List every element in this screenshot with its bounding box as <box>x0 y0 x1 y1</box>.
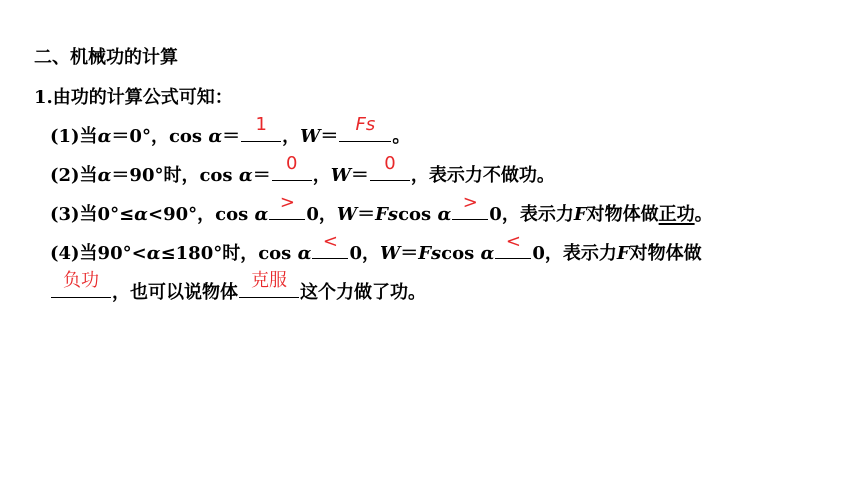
answer-text: 1 <box>255 114 267 135</box>
equals-sign: ＝ <box>400 243 419 264</box>
work-symbol: W <box>379 243 401 264</box>
equals-sign: ＝ <box>222 126 241 147</box>
item-5-end: 这个力做了功。 <box>300 282 426 303</box>
zero-text: 0， <box>306 204 337 225</box>
item-2-end: ，表示力不做功。 <box>410 165 555 186</box>
equals-sign: ＝ <box>252 165 271 186</box>
answer-blank-cos[interactable] <box>269 192 305 220</box>
work-symbol: W <box>300 126 321 147</box>
item-3-end-a: 对物体做 <box>586 204 659 225</box>
answer-blank-cos[interactable] <box>241 114 281 142</box>
answer-text: > <box>279 192 295 213</box>
alpha-symbol: α <box>480 243 495 264</box>
equals-sign: ＝ <box>320 126 339 147</box>
positive-work-text: 正功 <box>658 204 695 225</box>
answer-blank-work[interactable] <box>339 114 391 142</box>
answer-blank-cos[interactable] <box>312 231 348 259</box>
work-symbol: W <box>336 204 358 225</box>
item-3-condition: <90°，cos <box>148 204 255 225</box>
section-heading: 二、机械功的计算 <box>34 47 178 68</box>
zero-text: 0，表示力 <box>532 243 617 264</box>
item-4-continued <box>50 270 426 305</box>
alpha-symbol: α <box>134 204 149 225</box>
item-1-prefix: (1)当 <box>50 126 98 147</box>
item-1-condition: ＝0°，cos <box>111 126 209 147</box>
force-distance-symbol: Fs <box>418 243 442 264</box>
item-2 <box>50 153 555 188</box>
answer-text: 负功 <box>63 270 99 291</box>
item-1 <box>50 114 411 149</box>
answer-blank-work[interactable] <box>495 231 531 259</box>
alpha-symbol: α <box>238 165 253 186</box>
answer-blank-cos[interactable] <box>272 153 312 181</box>
force-symbol: F <box>573 204 587 225</box>
item-3-prefix: (3)当0°≤ <box>50 204 135 225</box>
zero-text: 0， <box>349 243 380 264</box>
item-3-end-b: 。 <box>694 204 713 225</box>
alpha-symbol: α <box>97 165 112 186</box>
equals-sign: ＝ <box>350 165 369 186</box>
answer-text: < <box>505 231 521 252</box>
answer-text: 0 <box>285 153 298 174</box>
answer-text: 0 <box>384 153 396 174</box>
item-1-end: 。 <box>392 126 411 147</box>
item-4-end: 对物体做 <box>629 243 702 264</box>
answer-blank-work[interactable] <box>370 153 410 181</box>
cos-text: cos <box>441 243 481 264</box>
answer-text: 克服 <box>251 270 287 291</box>
alpha-symbol: α <box>254 204 269 225</box>
force-distance-symbol: Fs <box>375 204 399 225</box>
item-5-mid: ，也可以说物体 <box>112 282 238 303</box>
answer-blank-work[interactable] <box>452 192 488 220</box>
alpha-symbol: α <box>146 243 161 264</box>
formula-subheading: 1.由功的计算公式可知： <box>34 87 233 108</box>
answer-text: < <box>322 231 338 252</box>
answer-blank-negative-work[interactable] <box>51 270 111 298</box>
item-3 <box>50 192 713 227</box>
separator: ， <box>282 126 301 147</box>
work-symbol: W <box>330 165 351 186</box>
force-symbol: F <box>616 243 630 264</box>
answer-blank-overcome[interactable] <box>239 270 299 298</box>
item-4 <box>50 231 702 266</box>
alpha-symbol: α <box>97 126 112 147</box>
equals-sign: ＝ <box>357 204 376 225</box>
zero-text: 0，表示力 <box>489 204 574 225</box>
alpha-symbol: α <box>208 126 223 147</box>
cos-text: cos <box>398 204 438 225</box>
item-4-prefix: (4)当90°< <box>50 243 147 264</box>
answer-text: Fs <box>355 114 376 135</box>
item-4-condition: ≤180°时，cos <box>160 243 298 264</box>
item-2-condition: ＝90°时，cos <box>111 165 239 186</box>
answer-text: > <box>462 192 478 213</box>
separator: ， <box>312 165 331 186</box>
alpha-symbol: α <box>297 243 312 264</box>
alpha-symbol: α <box>437 204 452 225</box>
item-2-prefix: (2)当 <box>50 165 98 186</box>
